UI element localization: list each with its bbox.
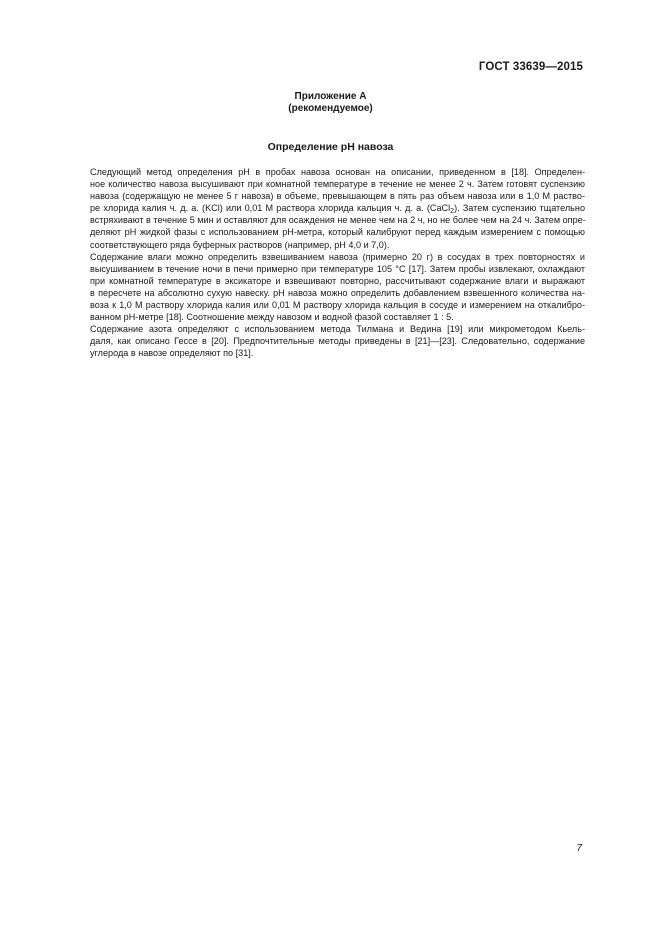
text-line: встряхивают в течение 5 мин и оставляют для осаждения не менее чем на 2 ч, но не более чем на 24 ч. Затем опре- bbox=[90, 215, 586, 226]
text-line: при комнатной температуре в эксикаторе и взвешивают повторно, рассчитывают содержание влаги и выражают bbox=[90, 275, 585, 286]
paragraph-ph-method bbox=[77, 166, 585, 251]
body-text bbox=[77, 166, 585, 360]
text-fragment: ре хлорида калия ч. д. а. (KCl) или 0,01 М раствора хлорида кальция ч. д. а. (CaCl bbox=[90, 203, 451, 214]
text-line: навоза (содержащую не менее 5 г навоза) в объеме, превышающем в пять раз объем навоза или в 1,0 М раство- bbox=[90, 191, 585, 202]
annex-heading bbox=[0, 91, 661, 115]
text-line: деляют pH жидкой фазы с использованием pH-метра, который калибруют перед каждым измерением с помощью bbox=[90, 227, 585, 238]
subscript: 2 bbox=[450, 208, 455, 216]
text-line: Следующий метод определения pH в пробах навоза основан на описании, приведенном в [18]. Определен- bbox=[90, 167, 585, 177]
annex-title: Приложение А bbox=[294, 91, 367, 102]
section-title: Определение pH навоза bbox=[267, 141, 394, 153]
text-line-with-formula bbox=[77, 202, 585, 214]
text-line: даля, как описано Гессе в [20]. Предпочтительные методы приведены в [21]—[23]. Следовательно, содержание bbox=[90, 336, 585, 347]
text-line: соответствующего ряда буферных растворов (например, pH 4,0 и 7,0). bbox=[90, 239, 390, 250]
page-number: 7 bbox=[576, 843, 582, 854]
text-fragment: ). Затем суспензию тщательно bbox=[454, 203, 585, 214]
text-line: ванном pH-метре [18]. Соотношение между навозом и водной фазой составляет 1 : 5. bbox=[90, 312, 454, 323]
text-line: ное количество навоза высушивают при комнатной температуре в течение не менее 2 ч. Затем готовят суспензию bbox=[90, 179, 585, 190]
document-code: ГОСТ 33639—2015 bbox=[478, 61, 583, 73]
text-line: Содержание влаги можно определить взвешиванием навоза (примерно 20 г) в сосудах в трех повторностях и bbox=[90, 251, 585, 262]
text-line: Содержание азота определяют с использованием метода Тилмана и Ведина [19] или микрометодом Кьель- bbox=[90, 324, 585, 335]
paragraph-moisture bbox=[77, 251, 585, 324]
annex-subtitle: (рекомендуемое) bbox=[288, 103, 373, 114]
text-line: высушиванием в течение ночи в печи примерно при температуре 105 °C [17]. Затем пробы извлекают, охлаждают bbox=[90, 263, 585, 274]
text-line: в пересчете на абсолютно сухую навеску. pH навоза можно определить добавлением взвешенного количества на- bbox=[90, 287, 585, 298]
paragraph-nitrogen bbox=[77, 323, 585, 359]
text-line: воза к 1,0 М раствору хлорида калия или 0,01 М раствору хлорида кальция в сосуде и измерением на откалибро- bbox=[90, 300, 585, 311]
text-line: углерода в навозе определяют по [31]. bbox=[90, 348, 254, 359]
